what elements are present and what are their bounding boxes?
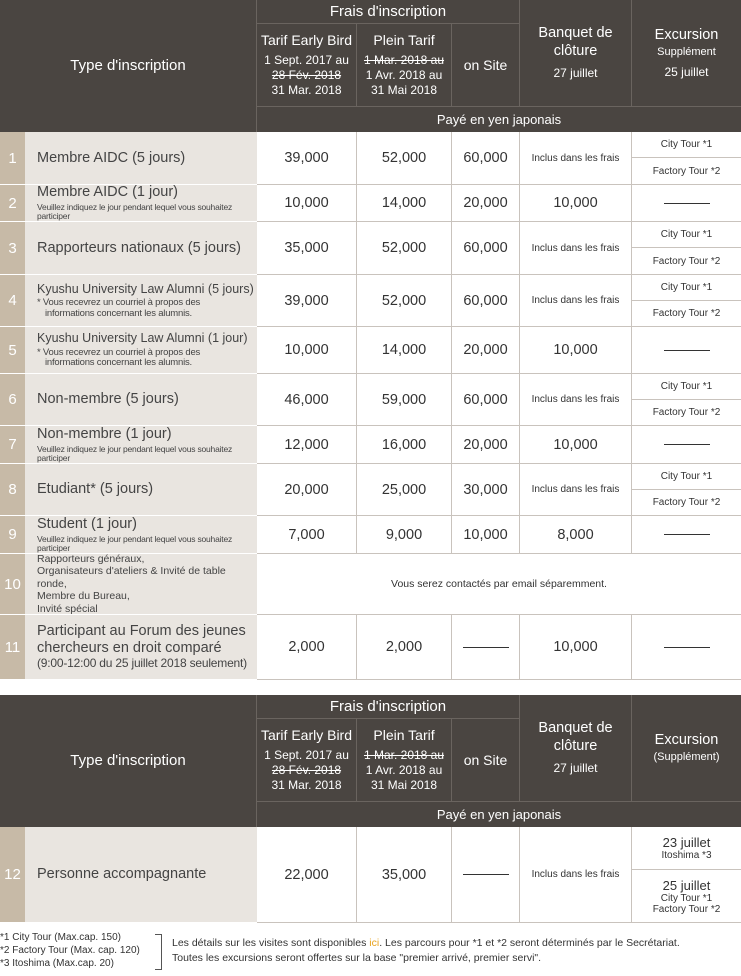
row-type — [25, 827, 257, 923]
row-onsite: 20,000 — [452, 327, 520, 374]
row-number: 5 — [0, 327, 25, 374]
header-excursion-label: Excursion — [654, 26, 719, 43]
row-number: 1 — [0, 132, 25, 185]
row-number: 3 — [0, 222, 25, 275]
row-message: Vous serez contactés par email séparemment. — [257, 554, 741, 615]
header2-paid-label: Payé en yen japonais — [436, 806, 562, 822]
row-type-line: Rapporteurs généraux, — [37, 552, 145, 565]
header2-banquet-l2: clôture — [553, 737, 598, 754]
row-number: 7 — [0, 426, 25, 464]
row-banquet: 10,000 — [520, 426, 632, 464]
header-type-label: Type d'inscription — [70, 57, 186, 74]
dash — [463, 874, 509, 875]
row-type-label: Membre AIDC (1 jour) — [37, 184, 179, 201]
row-type — [25, 222, 257, 275]
row-type — [25, 132, 257, 185]
factory-tour-option: Factory Tour *2 — [632, 490, 741, 516]
row-type — [25, 374, 257, 426]
excursion-name: Factory Tour *2 — [652, 903, 721, 915]
row-plein: 59,000 — [357, 374, 452, 426]
header2-excursion-label: Excursion — [654, 731, 719, 748]
row-early: 12,000 — [257, 426, 357, 464]
city-tour-option: City Tour *1 — [632, 464, 741, 490]
row-type-line: (9:00-12:00 du 25 juillet 2018 seulement) — [37, 656, 247, 671]
row-plein: 52,000 — [357, 222, 452, 275]
info-text: . Les parcours pour *1 et *2 seront déterminés par le Secrétariat. — [379, 937, 680, 949]
row-type-label: Kyushu University Law Alumni (1 jour) — [37, 331, 248, 346]
row-excursion — [632, 426, 741, 464]
excursion-date: 25 juillet — [662, 877, 711, 893]
row-number: 2 — [0, 185, 25, 222]
header-early-title: Tarif Early Bird — [260, 32, 353, 49]
header-frais — [257, 0, 520, 24]
row-early: 10,000 — [257, 327, 357, 374]
dash — [664, 647, 710, 648]
factory-tour-option: Factory Tour *2 — [632, 248, 741, 275]
city-tour-option: City Tour *1 — [632, 275, 741, 301]
row-type-note: informations concernant les alumnis. — [45, 357, 192, 369]
city-tour-option: City Tour *1 — [632, 222, 741, 248]
details-link[interactable]: ici — [369, 937, 380, 949]
row-early: 20,000 — [257, 464, 357, 516]
row-early: 46,000 — [257, 374, 357, 426]
row-banquet: Inclus dans les frais — [520, 132, 632, 185]
footer-info-line1 — [172, 936, 741, 951]
row-banquet: Inclus dans les frais — [520, 275, 632, 327]
header2-banquet-l1: Banquet de — [538, 720, 613, 737]
row-type-label: Kyushu University Law Alumni (5 jours) — [37, 281, 254, 296]
row-type-line: Participant au Forum des jeunes — [37, 623, 246, 640]
footnote-3: *3 Itoshima (Max.cap. 20) — [0, 958, 114, 969]
header-early-l2: 28 Fév. 2018 — [271, 67, 342, 82]
header-paid — [257, 106, 741, 132]
row-type-note: * Vous recevrez un courriel à propos des — [37, 346, 201, 358]
header-banquet — [520, 0, 632, 106]
row-plein: 35,000 — [357, 827, 452, 923]
dash — [664, 444, 710, 445]
header-banquet-date: 27 juillet — [553, 66, 598, 81]
footnote-bracket — [155, 934, 162, 970]
row-number: 11 — [0, 615, 25, 680]
row-number: 4 — [0, 275, 25, 327]
row-plein: 2,000 — [357, 615, 452, 680]
row-onsite — [452, 827, 520, 923]
excursion-name: City Tour *1 — [660, 892, 713, 904]
header-plein-l3: 31 Mai 2018 — [370, 82, 438, 97]
info-text: Les détails sur les visites sont disponibles — [172, 937, 370, 949]
header2-onsite-label: on Site — [463, 751, 508, 768]
row-type-label: Etudiant* (5 jours) — [37, 481, 154, 498]
row-type-line: Invité spécial — [37, 602, 98, 615]
header2-early-l3: 31 Mar. 2018 — [271, 777, 342, 792]
header2-early-title: Tarif Early Bird — [260, 727, 353, 744]
row-type — [25, 185, 257, 222]
header-onsite-label: on Site — [463, 56, 508, 73]
factory-tour-option: Factory Tour *2 — [632, 158, 741, 185]
dash — [664, 350, 710, 351]
header-paid-label: Payé en yen japonais — [436, 111, 562, 127]
row-onsite — [452, 615, 520, 680]
header-plein-l1: 1 Mar. 2018 au — [363, 52, 445, 67]
header-frais-label: Frais d'inscription — [329, 2, 447, 20]
row-onsite: 60,000 — [452, 374, 520, 426]
footnote-2: *2 Factory Tour (Max. cap. 120) — [0, 945, 140, 956]
row-type — [25, 275, 257, 327]
header-early-l1: 1 Sept. 2017 au — [264, 52, 349, 67]
row-early: 10,000 — [257, 185, 357, 222]
header-banquet-l2: clôture — [553, 42, 598, 59]
row-number: 8 — [0, 464, 25, 516]
row-banquet: Inclus dans les frais — [520, 222, 632, 275]
header-excursion-sub: Supplément — [657, 45, 716, 58]
row-number: 10 — [0, 554, 25, 615]
row-plein: 14,000 — [357, 185, 452, 222]
row-type-note: informations concernant les alumnis. — [45, 307, 192, 319]
row-type-label: Non-membre (5 jours) — [37, 391, 179, 408]
header-banquet-l1: Banquet de — [538, 25, 613, 42]
row-type-note: Veuillez indiquez le jour pendant lequel vous souhaitez participer — [37, 443, 233, 463]
row-onsite: 60,000 — [452, 132, 520, 185]
footer-info — [172, 936, 741, 966]
row-plein: 9,000 — [357, 516, 452, 554]
header2-excursion-sub: (Supplément) — [653, 751, 720, 764]
header2-type-label: Type d'inscription — [70, 752, 186, 769]
row-type-label: Non-membre (1 jour) — [37, 425, 172, 442]
row-type-line: Membre du Bureau, — [37, 590, 130, 603]
header2-plein — [357, 719, 452, 801]
header-plein-title: Plein Tarif — [373, 32, 435, 49]
row-early: 39,000 — [257, 275, 357, 327]
row-type — [25, 615, 257, 680]
dash — [664, 203, 710, 204]
header-plein — [357, 24, 452, 106]
city-tour-option: City Tour *1 — [632, 374, 741, 400]
row-early: 2,000 — [257, 615, 357, 680]
footer-notes — [0, 931, 160, 970]
row-type-note: Veuillez indiquez le jour pendant lequel vous souhaitez participer — [37, 202, 233, 222]
header2-early-l1: 1 Sept. 2017 au — [264, 747, 349, 762]
header-early — [257, 24, 357, 106]
row-banquet: 10,000 — [520, 615, 632, 680]
row-banquet: 10,000 — [520, 185, 632, 222]
header-plein-l2: 1 Avr. 2018 au — [365, 67, 443, 82]
row-excursion-1 — [632, 827, 741, 870]
header2-excursion — [632, 695, 741, 801]
row-onsite: 30,000 — [452, 464, 520, 516]
header-excursion-date: 25 juillet — [664, 65, 709, 80]
row-early: 39,000 — [257, 132, 357, 185]
dash — [664, 534, 710, 535]
excursion-name: Itoshima *3 — [661, 850, 712, 861]
header2-plein-l1: 1 Mar. 2018 au — [363, 747, 445, 762]
row-onsite: 60,000 — [452, 222, 520, 275]
row-type-label: Student (1 jour) — [37, 515, 137, 532]
header-type — [0, 0, 257, 132]
footer-info-line2: Toutes les excursions seront offertes sur la base "premier arrivé, premier servi". — [172, 952, 542, 964]
header2-plein-l3: 31 Mai 2018 — [370, 777, 438, 792]
row-type-note: * Vous recevrez un courriel à propos des — [37, 297, 201, 309]
header2-type — [0, 695, 257, 827]
row-early: 22,000 — [257, 827, 357, 923]
header2-frais — [257, 695, 520, 719]
header2-paid — [257, 801, 741, 827]
header-excursion — [632, 0, 741, 106]
dash — [463, 647, 509, 648]
row-type-label: Membre AIDC (5 jours) — [37, 149, 186, 166]
row-type — [25, 426, 257, 464]
row-onsite: 60,000 — [452, 275, 520, 327]
header2-plein-title: Plein Tarif — [373, 727, 435, 744]
row-type — [25, 554, 257, 615]
row-type-line: Organisateurs d'ateliers & Invité de table ronde, — [37, 565, 226, 590]
row-banquet: Inclus dans les frais — [520, 464, 632, 516]
row-excursion — [632, 327, 741, 374]
row-plein: 52,000 — [357, 275, 452, 327]
header-early-l3: 31 Mar. 2018 — [271, 82, 342, 97]
excursion-date: 23 juillet — [662, 835, 711, 850]
header2-onsite — [452, 719, 520, 801]
header2-plein-l2: 1 Avr. 2018 au — [365, 762, 443, 777]
row-banquet: 8,000 — [520, 516, 632, 554]
row-excursion — [632, 615, 741, 680]
factory-tour-option: Factory Tour *2 — [632, 301, 741, 327]
header2-early-l2: 28 Fév. 2018 — [271, 762, 342, 777]
row-plein: 14,000 — [357, 327, 452, 374]
row-type-line: chercheurs en droit comparé — [37, 639, 222, 656]
row-onsite: 20,000 — [452, 185, 520, 222]
row-number: 9 — [0, 516, 25, 554]
row-banquet: 10,000 — [520, 327, 632, 374]
row-type — [25, 327, 257, 374]
row-type-label: Personne accompagnante — [37, 866, 207, 883]
row-plein: 52,000 — [357, 132, 452, 185]
row-type-label: Rapporteurs nationaux (5 jours) — [37, 239, 241, 256]
row-excursion — [632, 516, 741, 554]
header2-frais-label: Frais d'inscription — [329, 697, 447, 715]
header-onsite — [452, 24, 520, 106]
header2-banquet — [520, 695, 632, 801]
header2-banquet-date: 27 juillet — [553, 761, 598, 776]
city-tour-option: City Tour *1 — [632, 132, 741, 158]
header2-early — [257, 719, 357, 801]
row-plein: 16,000 — [357, 426, 452, 464]
row-type — [25, 464, 257, 516]
row-early: 7,000 — [257, 516, 357, 554]
row-type-note: Veuillez indiquez le jour pendant lequel vous souhaitez participer — [37, 533, 233, 553]
row-plein: 25,000 — [357, 464, 452, 516]
row-excursion — [632, 185, 741, 222]
row-excursion-2 — [632, 870, 741, 923]
footnote-1: *1 City Tour (Max.cap. 150) — [0, 932, 121, 943]
factory-tour-option: Factory Tour *2 — [632, 400, 741, 426]
row-type — [25, 516, 257, 554]
row-onsite: 20,000 — [452, 426, 520, 464]
row-number: 6 — [0, 374, 25, 426]
row-number: 12 — [0, 827, 25, 923]
row-early: 35,000 — [257, 222, 357, 275]
row-banquet: Inclus dans les frais — [520, 374, 632, 426]
row-onsite: 10,000 — [452, 516, 520, 554]
row-banquet: Inclus dans les frais — [520, 827, 632, 923]
